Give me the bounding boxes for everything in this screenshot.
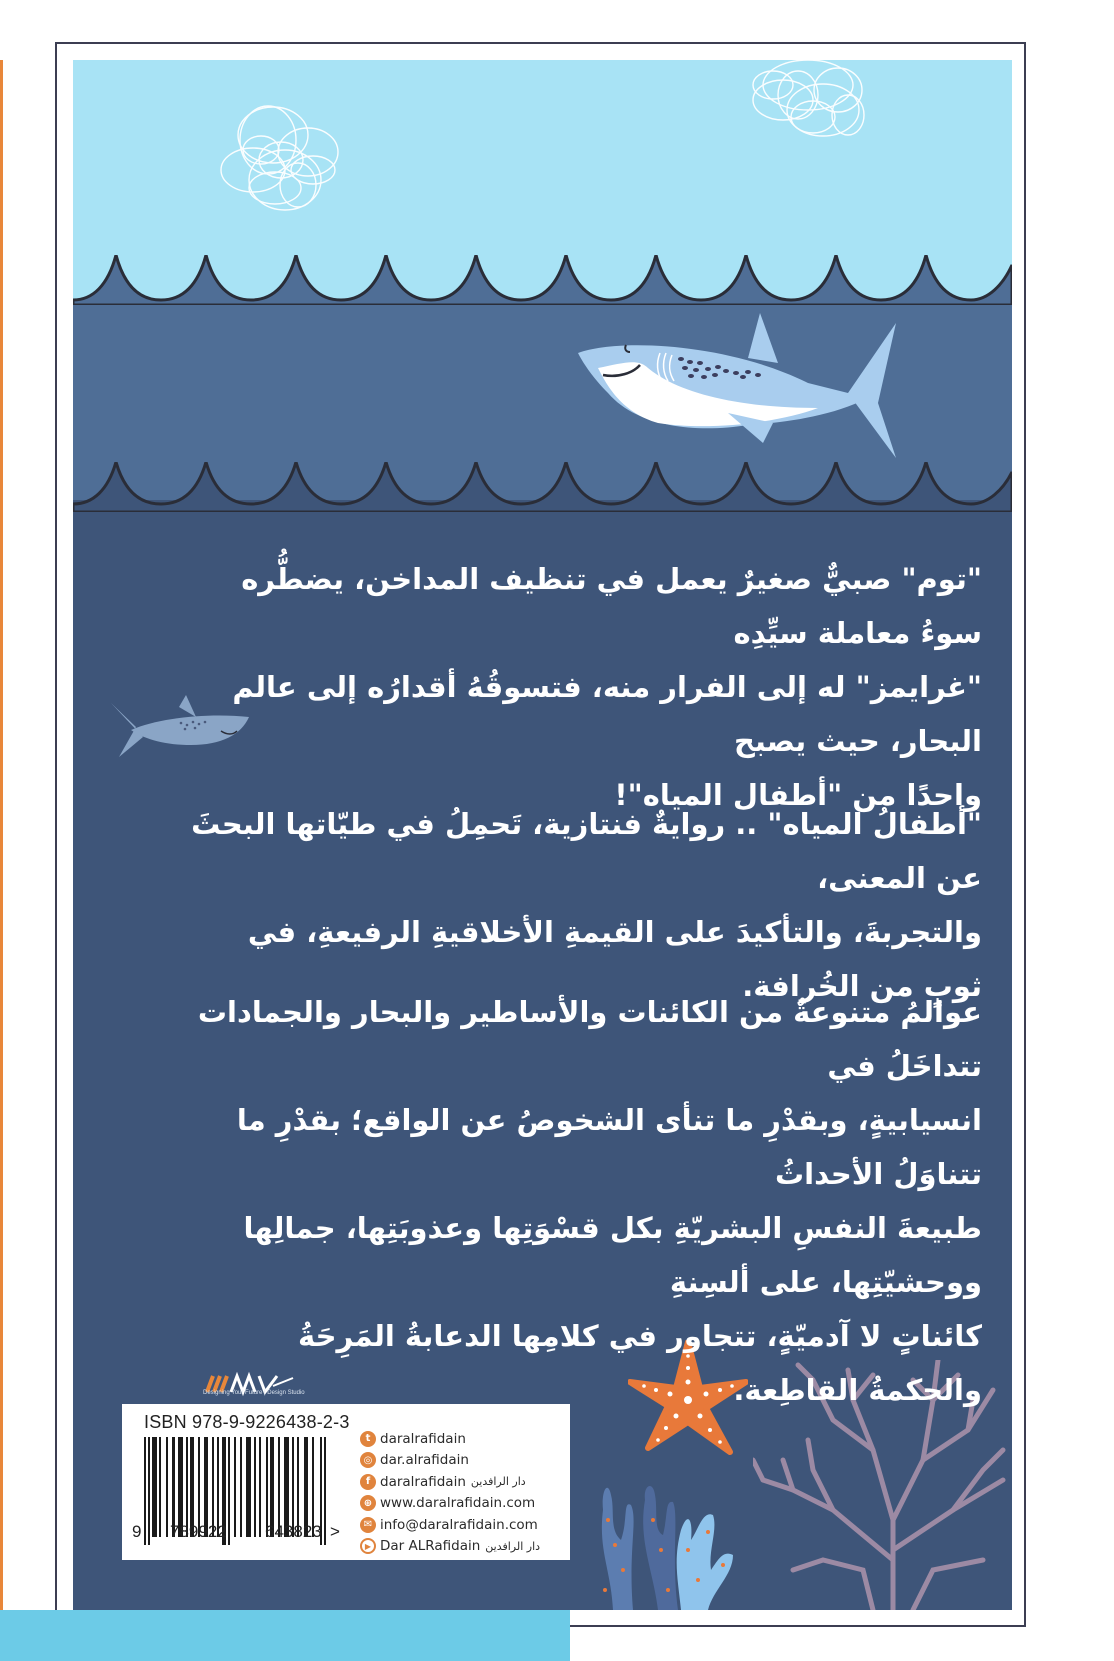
contact-arabic-name: دار الرافدين [485, 1539, 541, 1553]
globe-icon: ⊕ [360, 1495, 376, 1511]
page-edge-orange [0, 60, 3, 1661]
contact-facebook [360, 1471, 540, 1493]
contact-email [360, 1514, 540, 1536]
barcode-digits-right: 643823 [265, 1522, 322, 1541]
blurb-line: انسيابيةٍ، وبقدْرِ ما تنأى الشخوصُ عن الواقع؛ بقدْرِ ما تتناوَلُ الأحداثُ [236, 1103, 982, 1191]
wave-bottom [73, 462, 1012, 512]
blurb-line: طبيعةَ النفسِ البشريّةِ بكل قسْوَتِها وعذوبَتِها، جمالِها ووحشيّتِها، على ألسِنةِ [243, 1211, 982, 1299]
contact-text: info@daralrafidain.com [380, 1516, 538, 1533]
contact-text: Dar ALRafidain [380, 1538, 481, 1555]
back-cover [73, 60, 1012, 1610]
blurb-line: كائناتٍ لا آدميّةٍ، تتجاور في كلامِها الدعابةُ المَرِحَةُ والحكمةُ القاطِعة. [298, 1319, 982, 1407]
design-studio-tagline: Designing Your Future | Design Studio [203, 1390, 305, 1396]
blurb-line: واحدًا من "أطفال المياه"! [614, 778, 982, 812]
contact-arabic-name: دار الرافدين [470, 1475, 526, 1489]
instagram-icon: ◎ [360, 1452, 376, 1468]
blurb-line: "غرايمز" له إلى الفرار منه، فتسوقُهُ أقدارُه إلى عالم البحار، حيث يصبح [232, 670, 982, 758]
contact-text: daralrafidain [380, 1473, 466, 1490]
barcode-digits-left: 789922 [170, 1522, 227, 1541]
contact-text: www.daralrafidain.com [380, 1495, 536, 1512]
contact-youtube [360, 1536, 540, 1558]
shark-large-icon [578, 313, 898, 473]
youtube-icon: ▶ [360, 1538, 376, 1554]
contact-twitter [360, 1428, 540, 1450]
barcode-digit-end: > [330, 1522, 340, 1541]
blurb-line: "أطفالُ المياه" .. روايةٌ فنتازية، تَحمِلُ في طيّاتها البحثَ عن المعنى، [191, 807, 982, 895]
blurb-line: عوالمُ متنوعةٌ من الكائنات والأساطير والبحار والجمادات تتداخَلُ في [197, 995, 982, 1083]
contact-instagram [360, 1450, 540, 1472]
facebook-icon: f [360, 1474, 376, 1490]
wave-top [73, 255, 1012, 305]
isbn-label: ISBN 978-9-9226438-2-3 [144, 1412, 350, 1432]
contact-text: dar.alrafidain [380, 1452, 469, 1469]
coral-blue-icon [583, 1450, 753, 1610]
design-studio-logo-icon [181, 1362, 301, 1402]
blurb-paragraph-1 [182, 552, 982, 822]
blurb-paragraph-3 [182, 985, 982, 1417]
email-icon: ✉ [360, 1517, 376, 1533]
cloud-right-icon [743, 60, 873, 145]
barcode-digit-first: 9 [132, 1522, 142, 1541]
twitter-icon: t [360, 1431, 376, 1447]
blurb-paragraph-2 [182, 797, 982, 1013]
contact-text: daralrafidain [380, 1430, 466, 1447]
cloud-left-icon [213, 90, 353, 220]
bottom-blue-strip [0, 1610, 570, 1661]
blurb-line: "توم" صبيٌّ صغيرٌ يعمل في تنظيف المداخن، يضطُّره سوءُ معاملة سيِّدِه [241, 562, 982, 650]
contact-website [360, 1493, 540, 1515]
publisher-contacts [360, 1428, 540, 1557]
blurb-line: والتجربةَ، والتأكيدَ على القيمةِ الأخلاقيةِ الرفيعةِ، في ثوبٍ من الخُرافة. [247, 915, 982, 1003]
barcode-panel [122, 1404, 570, 1560]
